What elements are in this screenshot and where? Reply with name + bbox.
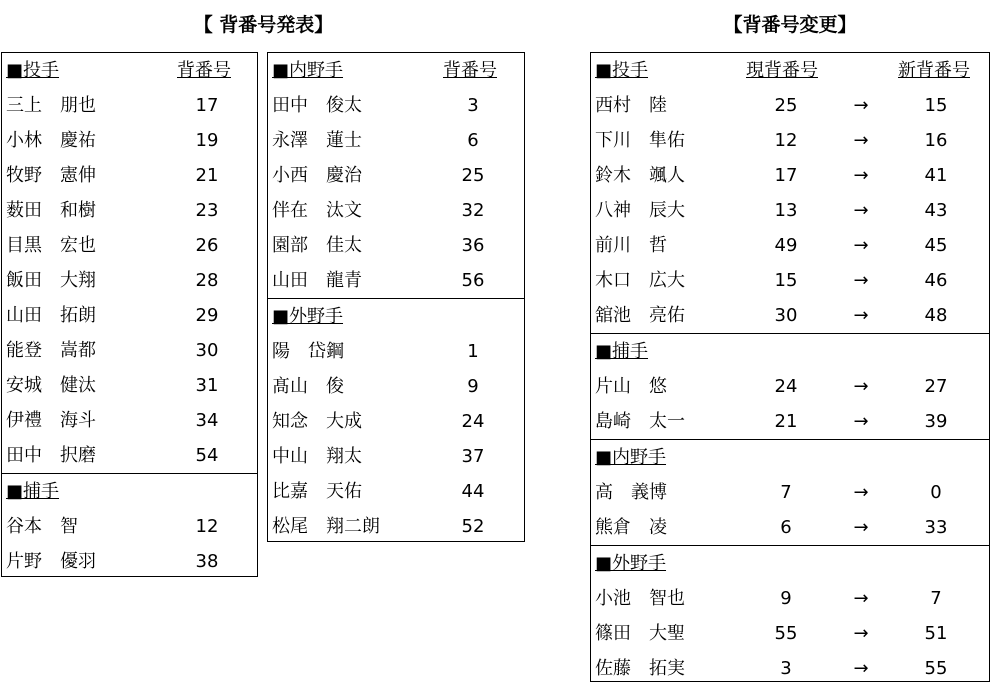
player-number: 52 (461, 516, 485, 537)
new-number: 0 (930, 482, 942, 503)
player-name: 谷本 智 (6, 516, 78, 537)
new-number: 48 (924, 305, 948, 326)
player-number: 54 (195, 445, 219, 466)
player-number: 32 (461, 200, 485, 221)
player-name: 佐藤 拓実 (595, 658, 685, 679)
player-name: 八神 辰大 (595, 200, 685, 221)
change-title: 【背番号変更】 (723, 14, 857, 36)
current-number-header: 現背番号 (746, 60, 818, 81)
current-number: 13 (774, 200, 798, 221)
new-number-header: 新背番号 (898, 60, 970, 81)
table-row (268, 474, 524, 509)
table-row (591, 88, 989, 123)
table-row (268, 439, 524, 474)
arrow-icon: → (853, 588, 869, 609)
current-number: 21 (774, 411, 798, 432)
arrow-icon: → (853, 658, 869, 679)
player-name: 比嘉 天佑 (272, 481, 362, 502)
number-column-header: 背番号 (443, 60, 497, 81)
number-column-header: 背番号 (177, 60, 231, 81)
table-row (268, 369, 524, 404)
arrow-icon: → (853, 482, 869, 503)
player-name: 中山 翔太 (272, 446, 362, 467)
player-name: 田中 俊太 (272, 95, 362, 116)
table-row (2, 123, 257, 158)
section-header-row (591, 439, 989, 475)
player-number: 19 (195, 130, 219, 151)
section-header-row (591, 333, 989, 369)
player-name: 松尾 翔二朗 (272, 516, 380, 537)
section-header-row (591, 545, 989, 581)
arrow-icon: → (853, 95, 869, 116)
new-number: 43 (924, 200, 948, 221)
table-row (591, 123, 989, 158)
table-row (591, 404, 989, 439)
player-name: 小西 慶治 (272, 165, 362, 186)
section-header-row (591, 53, 989, 88)
arrow-icon: → (853, 235, 869, 256)
table-row (2, 193, 257, 228)
table-row (2, 298, 257, 333)
current-number: 30 (774, 305, 798, 326)
table-row (2, 403, 257, 438)
player-name: 知念 大成 (272, 411, 362, 432)
player-name: 伊禮 海斗 (6, 410, 96, 431)
player-name: 三上 朋也 (6, 95, 96, 116)
player-number: 1 (467, 341, 479, 362)
table-row (2, 228, 257, 263)
table-row (591, 228, 989, 263)
player-name: 篠田 大聖 (595, 623, 685, 644)
current-number: 24 (774, 376, 798, 397)
player-number: 25 (461, 165, 485, 186)
new-number: 16 (924, 130, 948, 151)
arrow-icon: → (853, 411, 869, 432)
player-name: 鈴木 颯人 (595, 165, 685, 186)
arrow-icon: → (853, 376, 869, 397)
player-name: 髙山 俊 (272, 376, 344, 397)
new-number: 41 (924, 165, 948, 186)
section-label: ■外野手 (272, 306, 344, 327)
new-number: 27 (924, 376, 948, 397)
arrow-icon: → (853, 623, 869, 644)
arrow-icon: → (853, 305, 869, 326)
player-number: 29 (195, 305, 219, 326)
player-name: 薮田 和樹 (6, 200, 96, 221)
table-row (268, 228, 524, 263)
table-row (591, 193, 989, 228)
player-name: 飯田 大翔 (6, 270, 96, 291)
table-row (2, 158, 257, 193)
player-number: 36 (461, 235, 485, 256)
new-number: 45 (924, 235, 948, 256)
player-name: 牧野 憲伸 (6, 165, 96, 186)
section-label: ■捕手 (595, 341, 649, 362)
section-label: ■捕手 (6, 481, 60, 502)
table-row (591, 510, 989, 545)
table-row (268, 509, 524, 544)
table-row (591, 651, 989, 686)
player-name: 安城 健汰 (6, 375, 96, 396)
player-name: 目黒 宏也 (6, 235, 96, 256)
player-number: 12 (195, 516, 219, 537)
section-label: ■内野手 (595, 447, 667, 468)
arrow-icon: → (853, 130, 869, 151)
table-row (591, 369, 989, 404)
section-header-row (268, 298, 524, 334)
section-header-row (2, 53, 257, 88)
current-number: 49 (774, 235, 798, 256)
table-row (2, 263, 257, 298)
player-number: 6 (467, 130, 479, 151)
player-number: 26 (195, 235, 219, 256)
player-number: 37 (461, 446, 485, 467)
player-number: 21 (195, 165, 219, 186)
section-label: ■外野手 (595, 553, 667, 574)
new-number: 15 (924, 95, 948, 116)
player-name: 片山 悠 (595, 376, 667, 397)
player-number: 9 (467, 376, 479, 397)
table-row (2, 333, 257, 368)
new-number: 51 (924, 623, 948, 644)
table-row (268, 193, 524, 228)
current-number: 9 (780, 588, 792, 609)
table-row (2, 368, 257, 403)
table-row (2, 88, 257, 123)
player-number: 30 (195, 340, 219, 361)
player-name: 能登 嵩都 (6, 340, 96, 361)
current-number: 25 (774, 95, 798, 116)
current-number: 7 (780, 482, 792, 503)
current-number: 17 (774, 165, 798, 186)
player-number: 24 (461, 411, 485, 432)
announce-infield-outfield-table (267, 52, 525, 542)
player-name: 小林 慶祐 (6, 130, 96, 151)
player-number: 23 (195, 200, 219, 221)
table-row (268, 404, 524, 439)
section-label: ■投手 (595, 60, 649, 81)
section-header-row (268, 53, 524, 88)
announce-title: 【 背番号発表】 (193, 14, 334, 36)
current-number: 3 (780, 658, 792, 679)
new-number: 7 (930, 588, 942, 609)
table-row (591, 475, 989, 510)
player-name: 西村 陸 (595, 95, 667, 116)
current-number: 15 (774, 270, 798, 291)
player-name: 熊倉 凌 (595, 517, 667, 538)
section-label: ■投手 (6, 60, 60, 81)
table-row (268, 123, 524, 158)
player-name: 小池 智也 (595, 588, 685, 609)
current-number: 6 (780, 517, 792, 538)
arrow-icon: → (853, 200, 869, 221)
player-name: 木口 広大 (595, 270, 685, 291)
new-number: 39 (924, 411, 948, 432)
table-row (591, 158, 989, 193)
table-row (2, 438, 257, 473)
table-row (2, 544, 257, 579)
arrow-icon: → (853, 517, 869, 538)
table-row (268, 158, 524, 193)
player-number: 31 (195, 375, 219, 396)
player-name: 高 義博 (595, 482, 667, 503)
player-name: 永澤 蓮士 (272, 130, 362, 151)
new-number: 46 (924, 270, 948, 291)
player-name: 園部 佳太 (272, 235, 362, 256)
number-change-table (590, 52, 990, 682)
section-label: ■内野手 (272, 60, 344, 81)
new-number: 33 (924, 517, 948, 538)
table-row (268, 88, 524, 123)
player-name: 島崎 太一 (595, 411, 685, 432)
player-name: 陽 岱鋼 (272, 341, 344, 362)
player-name: 田中 択磨 (6, 445, 96, 466)
player-name: 舘池 亮佑 (595, 305, 685, 326)
section-header-row (2, 473, 257, 509)
table-row (2, 509, 257, 544)
player-name: 片野 優羽 (6, 551, 96, 572)
current-number: 55 (774, 623, 798, 644)
player-number: 28 (195, 270, 219, 291)
player-name: 山田 拓朗 (6, 305, 96, 326)
player-name: 前川 哲 (595, 235, 667, 256)
table-row (591, 581, 989, 616)
player-number: 56 (461, 270, 485, 291)
player-number: 44 (461, 481, 485, 502)
table-row (268, 263, 524, 298)
arrow-icon: → (853, 165, 869, 186)
player-number: 34 (195, 410, 219, 431)
announce-pitcher-catcher-table (1, 52, 258, 577)
arrow-icon: → (853, 270, 869, 291)
table-row (268, 334, 524, 369)
player-name: 伴在 汰文 (272, 200, 362, 221)
player-number: 3 (467, 95, 479, 116)
table-row (591, 263, 989, 298)
player-name: 下川 隼佑 (595, 130, 685, 151)
table-row (591, 616, 989, 651)
player-number: 17 (195, 95, 219, 116)
new-number: 55 (924, 658, 948, 679)
player-name: 山田 龍青 (272, 270, 362, 291)
table-row (591, 298, 989, 333)
current-number: 12 (774, 130, 798, 151)
player-number: 38 (195, 551, 219, 572)
